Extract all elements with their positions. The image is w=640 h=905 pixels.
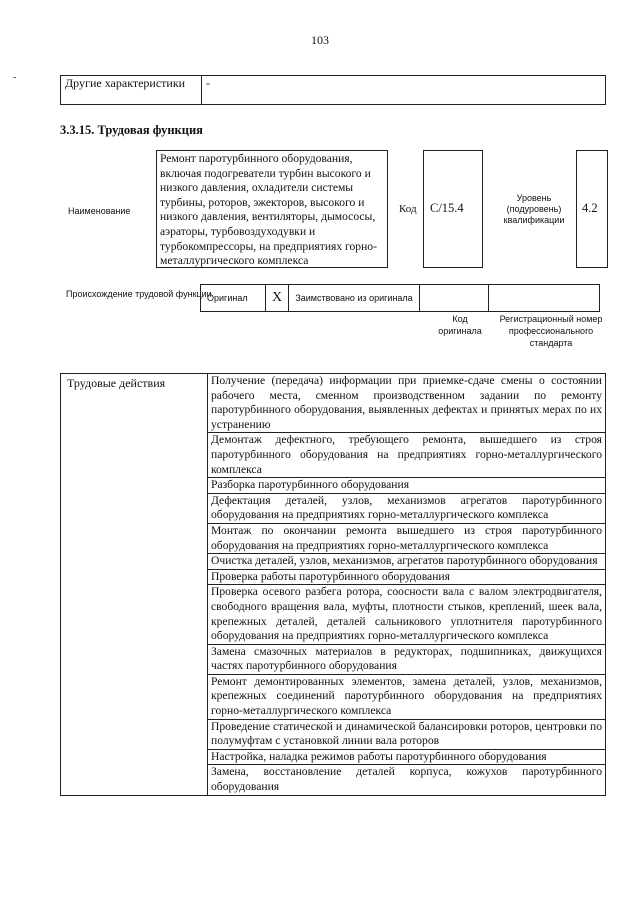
- labor-action-item: Проверка осевого разбега ротора, соосности вала с валом электродвигателя, свободного вращения вала, муфты, плотности стыков, креплений, шеек вала, крепежных деталей, деталей сальникового уплотнителя паротурбинного оборудования на предприятиях горно-металлургического комплекса: [208, 585, 606, 644]
- section-title: 3.3.15. Трудовая функция: [60, 123, 203, 137]
- other-characteristics-label: Другие характеристики: [61, 76, 202, 105]
- reg-number-cell: [489, 285, 600, 312]
- labor-action-item: Проведение статической и динамической балансировки роторов, центровки по полумуфтам с установкой линии вала роторов: [208, 719, 606, 749]
- other-characteristics-value: -: [202, 76, 606, 105]
- borrowed-label: Заимствовано из оригинала: [289, 285, 420, 312]
- labor-action-item: Демонтаж дефектного, требующего ремонта, вышедшего из строя паротурбинного оборудования на предприятиях горно-металлургического комплекса: [208, 433, 606, 478]
- labor-action-item: Очистка деталей, узлов, механизмов, агрегатов паротурбинного оборудования: [208, 554, 606, 570]
- labor-action-item: Проверка работы паротурбинного оборудования: [208, 569, 606, 585]
- margin-mark: -: [13, 72, 17, 83]
- code-label: Код: [399, 203, 417, 215]
- labor-action-item: Замена, восстановление деталей корпуса, кожухов паротурбинного оборудования: [208, 765, 606, 795]
- origin-label: Происхождение трудовой функции: [66, 289, 212, 299]
- labor-action-item: Настройка, наладка режимов работы паротурбинного оборудования: [208, 749, 606, 765]
- other-characteristics-table: [60, 75, 606, 105]
- labor-action-item: Замена смазочных материалов в редукторах, подшипниках, движущихся частях паротурбинного оборудования: [208, 644, 606, 674]
- origin-table: [200, 284, 600, 312]
- original-mark: X: [266, 285, 289, 312]
- labor-action-item: Монтаж по окончании ремонта вышедшего из строя паротурбинного оборудования на предприятиях горно-металлургического комплекса: [208, 523, 606, 553]
- qualification-level-value: 4.2: [582, 201, 598, 215]
- labor-action-item: Дефектация деталей, узлов, механизмов агрегатов паротурбинного оборудования на предприятиях горно-металлургического комплекса: [208, 493, 606, 523]
- qualification-level-label: Уровень (подуровень) квалификации: [503, 193, 565, 225]
- code-value: C/15.4: [430, 201, 464, 215]
- reg-number-label: Регистрационный номер профессионального стандарта: [499, 314, 603, 348]
- name-label: Наименование: [68, 206, 131, 216]
- code-original-cell: [420, 285, 489, 312]
- function-name-box: Ремонт паротурбинного оборудования, включая подогреватели турбин высокого и низкого давления, охладители системы турбины, роторов, эжекторов, высокого и низкого давления, вентиляторы, дымососы, аэраторы, турбовоздуходувки и турбокомпрессоры, на предприятиях горно-металлургического комплекса: [156, 150, 388, 268]
- labor-actions-label: Трудовые действия: [61, 374, 208, 796]
- labor-action-item: Получение (передача) информации при приемке-сдаче смены о состоянии рабочего места, сменном производственном задании по ремонту паротурбинного оборудования, выявленных дефектах и принятых мерах по их устранению: [208, 374, 606, 433]
- code-original-label: Код оригинала: [438, 314, 482, 336]
- labor-action-item: Ремонт демонтированных элементов, замена деталей, узлов, механизмов, крепежных соединений паротурбинного оборудования на предприятиях горно-металлургического комплекса: [208, 674, 606, 719]
- original-label: Оригинал: [201, 285, 266, 312]
- labor-action-item: Разборка паротурбинного оборудования: [208, 478, 606, 494]
- labor-actions-table: [60, 373, 606, 796]
- page-number: 103: [311, 33, 329, 47]
